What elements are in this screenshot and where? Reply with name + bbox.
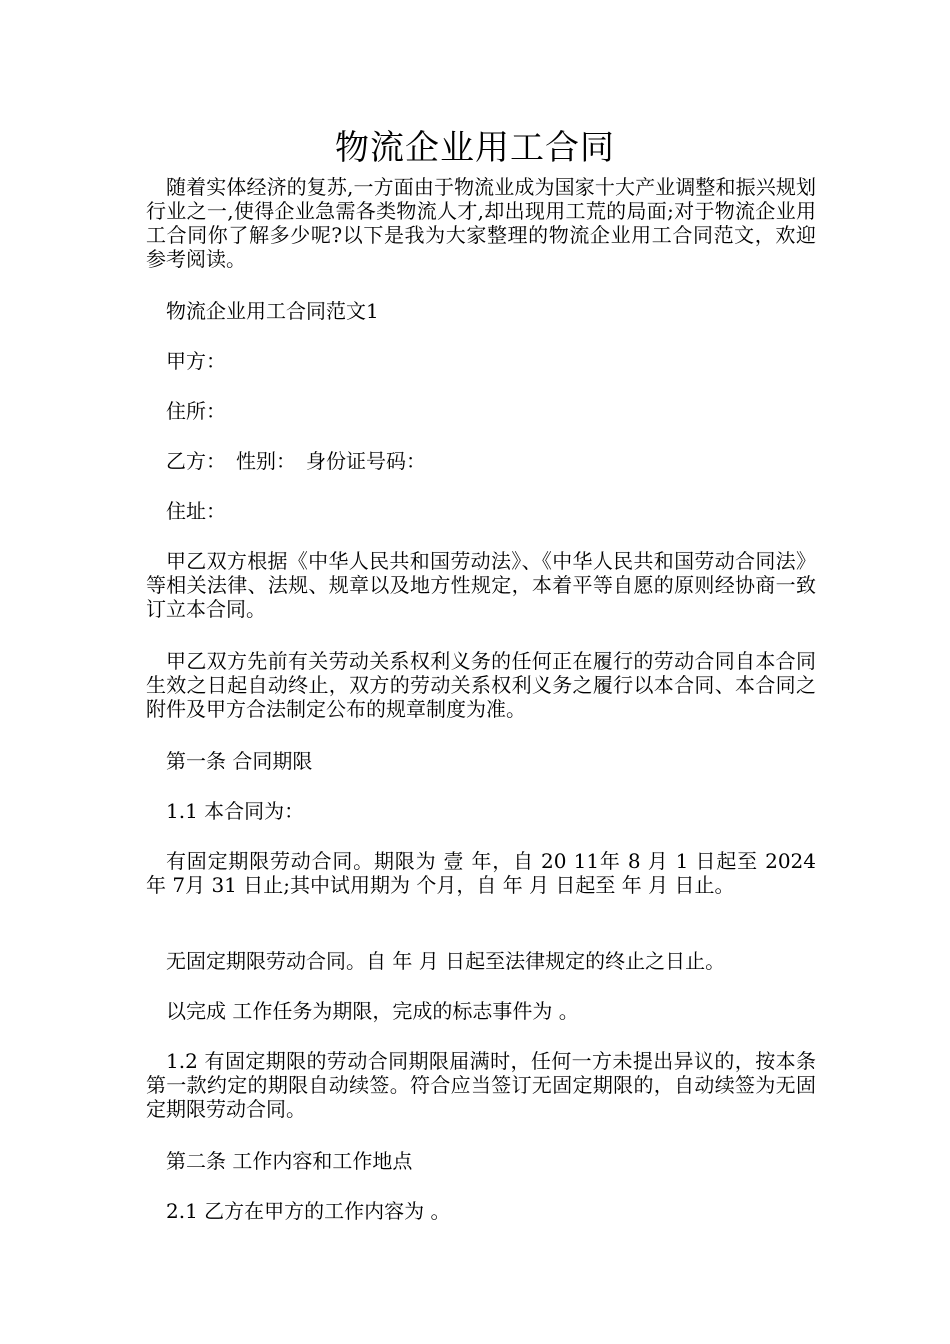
legal-basis-paragraph: 甲乙双方根据《中华人民共和国劳动法》、《中华人民共和国劳动合同法》等相关法律、法规、规章以及地方性规定，本着平等自愿的原则经协商一致订立本合同。 <box>146 549 816 621</box>
article-2-heading: 第二条 工作内容和工作地点 <box>166 1149 413 1173</box>
party-b-field: 乙方： 性别： 身份证号码： <box>166 449 426 473</box>
section-heading-sample-1: 物流企业用工合同范文1 <box>166 299 379 323</box>
fixed-term-paragraph: 有固定期限劳动合同。期限为 壹 年，自 20 11年 8 月 1 日起至 2024 年 7月 31 日止;其中试用期为 个月，自 年 月 日起至 年 月 日止。 <box>146 849 816 897</box>
clause-2-1: 2.1 乙方在甲方的工作内容为 。 <box>166 1199 451 1223</box>
open-ended-paragraph: 无固定期限劳动合同。自 年 月 日起至法律规定的终止之日止。 <box>166 949 726 973</box>
article-1-heading: 第一条 合同期限 <box>166 749 313 773</box>
party-b-address-field: 住址： <box>166 499 226 523</box>
document-title: 物流企业用工合同 <box>335 128 615 168</box>
prior-contract-paragraph: 甲乙双方先前有关劳动关系权利义务的任何正在履行的劳动合同自本合同生效之日起自动终止，双方的劳动关系权利义务之履行以本合同、本合同之附件及甲方合法制定公布的规章制度为准。 <box>146 649 816 721</box>
clause-1-2: 1.2 有固定期限的劳动合同期限届满时，任何一方未提出异议的，按本条第一款约定的期限自动续签。符合应当签订无固定期限的，自动续签为无固定期限劳动合同。 <box>146 1049 816 1121</box>
party-a-field: 甲方： <box>166 349 226 373</box>
party-a-address-field: 住所： <box>166 399 226 423</box>
intro-paragraph: 随着实体经济的复苏,一方面由于物流业成为国家十大产业调整和振兴规划行业之一,使得企业急需各类物流人才,却出现用工荒的局面;对于物流企业用工合同你了解多少呢?以下是我为大家整理的物流企业用工合同范文，欢迎参考阅读。 <box>146 175 816 271</box>
task-based-paragraph: 以完成 工作任务为期限，完成的标志事件为 。 <box>166 999 579 1023</box>
clause-1-1: 1.1 本合同为： <box>166 799 305 823</box>
